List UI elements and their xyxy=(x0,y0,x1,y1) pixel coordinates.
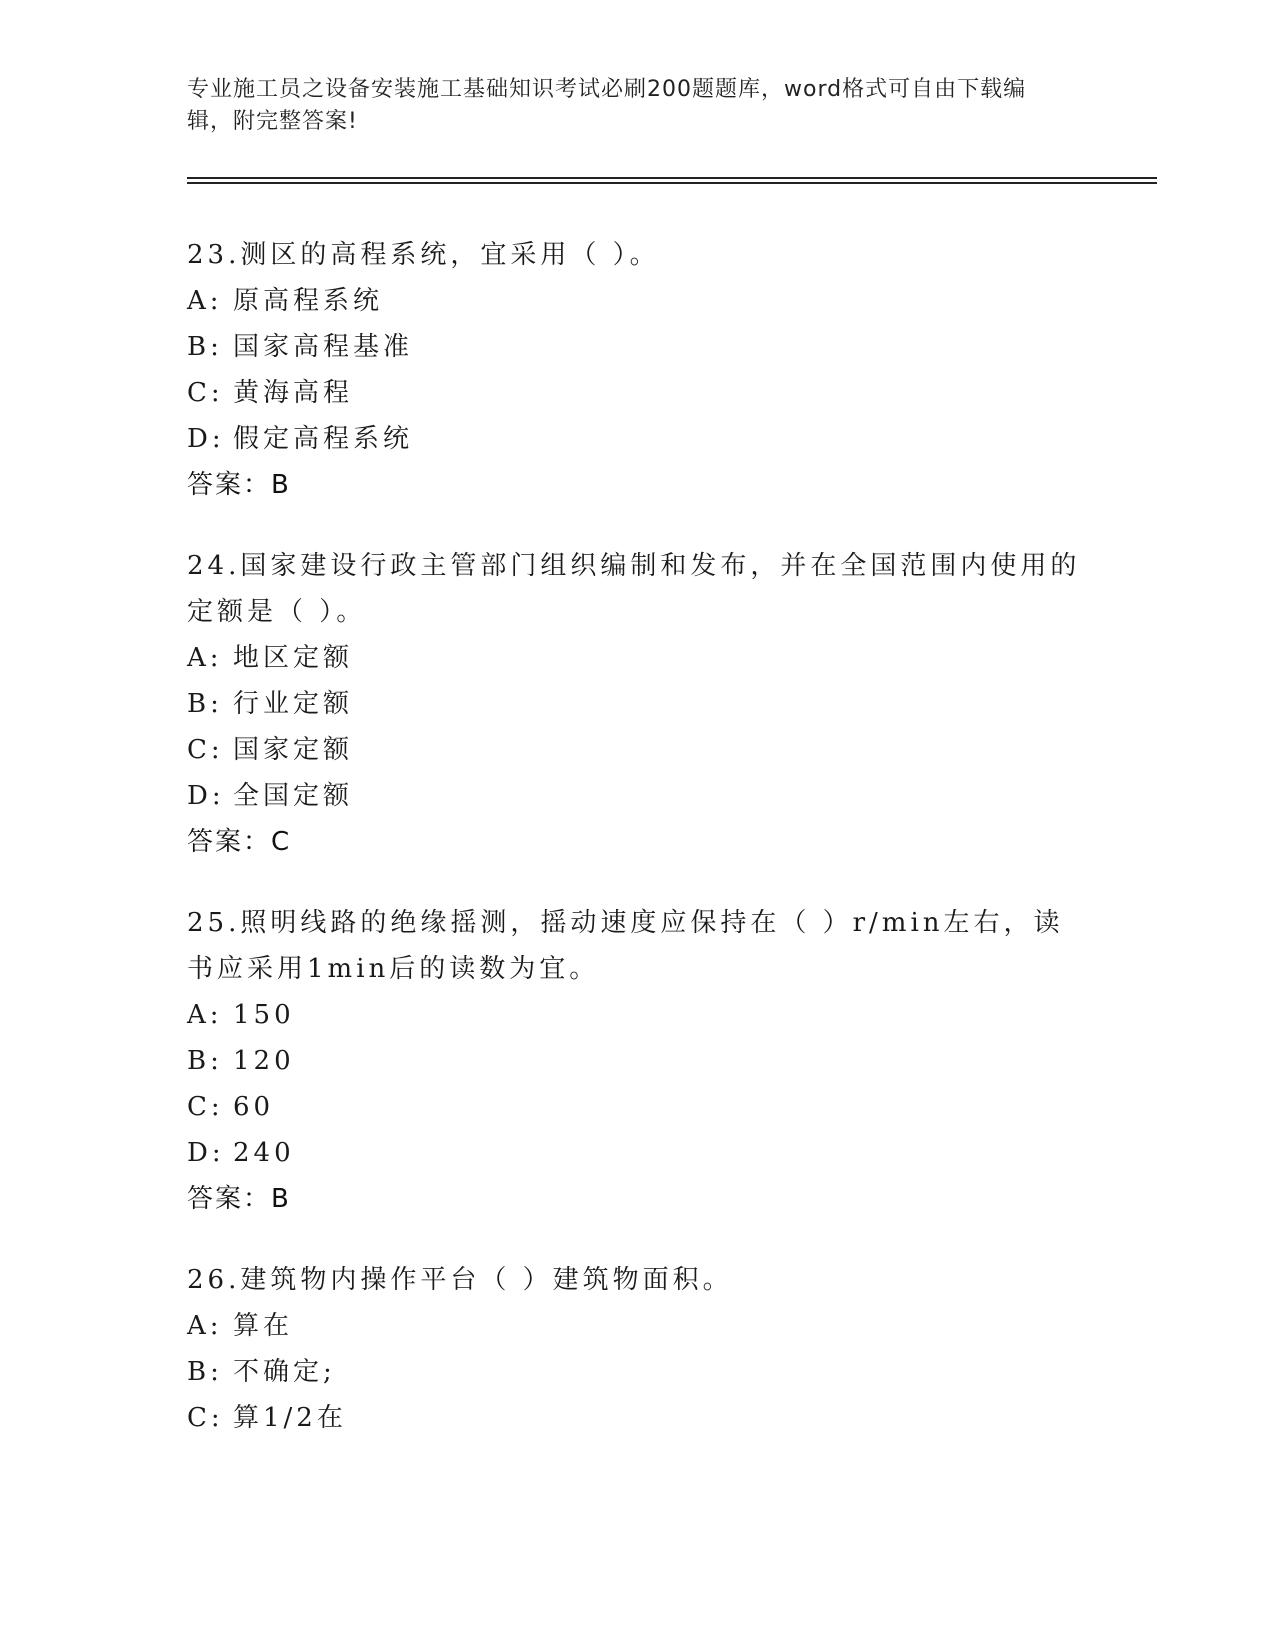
question-list xyxy=(187,232,1087,1476)
question-24 xyxy=(187,543,1087,865)
option-key: A: xyxy=(187,1000,223,1030)
header-divider-bottom xyxy=(187,182,1157,184)
option-text: 假定高程系统 xyxy=(233,424,414,454)
option-text: 全国定额 xyxy=(233,781,354,811)
option-b xyxy=(187,324,1087,370)
question-text: 25.照明线路的绝缘摇测，摇动速度应保持在（ ）r/min左右，读书应采用1min后的读数为宜。 xyxy=(187,908,1064,984)
option-a xyxy=(187,635,1087,681)
option-key: A: xyxy=(187,286,223,316)
option-d xyxy=(187,416,1087,462)
option-c xyxy=(187,1084,1087,1130)
question-text: 23.测区的高程系统，宜采用（ ）。 xyxy=(187,240,660,270)
option-key: C: xyxy=(187,1403,224,1433)
question-text: 24.国家建设行政主管部门组织编制和发布，并在全国范围内使用的定额是（ ）。 xyxy=(187,551,1081,627)
option-text: 算1/2在 xyxy=(233,1403,347,1433)
question-text: 26.建筑物内操作平台（ ）建筑物面积。 xyxy=(187,1265,733,1295)
answer: 答案：B xyxy=(187,470,291,500)
option-text: 国家定额 xyxy=(233,735,354,765)
option-key: D: xyxy=(187,424,225,454)
option-text: 国家高程基准 xyxy=(233,332,414,362)
option-key: C: xyxy=(187,378,224,408)
answer: 答案：C xyxy=(187,827,292,857)
question-25 xyxy=(187,900,1087,1222)
document-header xyxy=(187,74,1067,138)
option-text: 240 xyxy=(233,1138,295,1168)
option-b xyxy=(187,1038,1087,1084)
option-text: 黄海高程 xyxy=(233,378,354,408)
option-key: C: xyxy=(187,1092,224,1122)
option-a xyxy=(187,1303,1087,1349)
option-c xyxy=(187,727,1087,773)
option-text: 行业定额 xyxy=(233,689,354,719)
option-text: 150 xyxy=(233,1000,295,1030)
option-key: D: xyxy=(187,781,225,811)
answer: 答案：B xyxy=(187,1184,291,1214)
question-23 xyxy=(187,232,1087,508)
option-key: B: xyxy=(187,332,223,362)
option-key: C: xyxy=(187,735,224,765)
option-c xyxy=(187,1395,1087,1441)
option-key: B: xyxy=(187,1357,223,1387)
header-divider-top xyxy=(187,177,1157,179)
option-text: 原高程系统 xyxy=(233,286,384,316)
option-b xyxy=(187,681,1087,727)
option-key: D: xyxy=(187,1138,225,1168)
question-26 xyxy=(187,1257,1087,1441)
option-text: 120 xyxy=(233,1046,295,1076)
option-c xyxy=(187,370,1087,416)
option-a xyxy=(187,992,1087,1038)
option-key: B: xyxy=(187,1046,223,1076)
option-text: 60 xyxy=(233,1092,275,1122)
option-key: B: xyxy=(187,689,223,719)
option-b xyxy=(187,1349,1087,1395)
option-a xyxy=(187,278,1087,324)
option-text: 不确定; xyxy=(233,1357,336,1387)
option-text: 算在 xyxy=(233,1311,294,1341)
option-d xyxy=(187,773,1087,819)
option-key: A: xyxy=(187,1311,223,1341)
option-key: A: xyxy=(187,643,223,673)
header-title: 专业施工员之设备安装施工基础知识考试必刷200题题库，word格式可自由下载编辑，附完整答案! xyxy=(187,77,1027,134)
option-d xyxy=(187,1130,1087,1176)
option-text: 地区定额 xyxy=(233,643,354,673)
